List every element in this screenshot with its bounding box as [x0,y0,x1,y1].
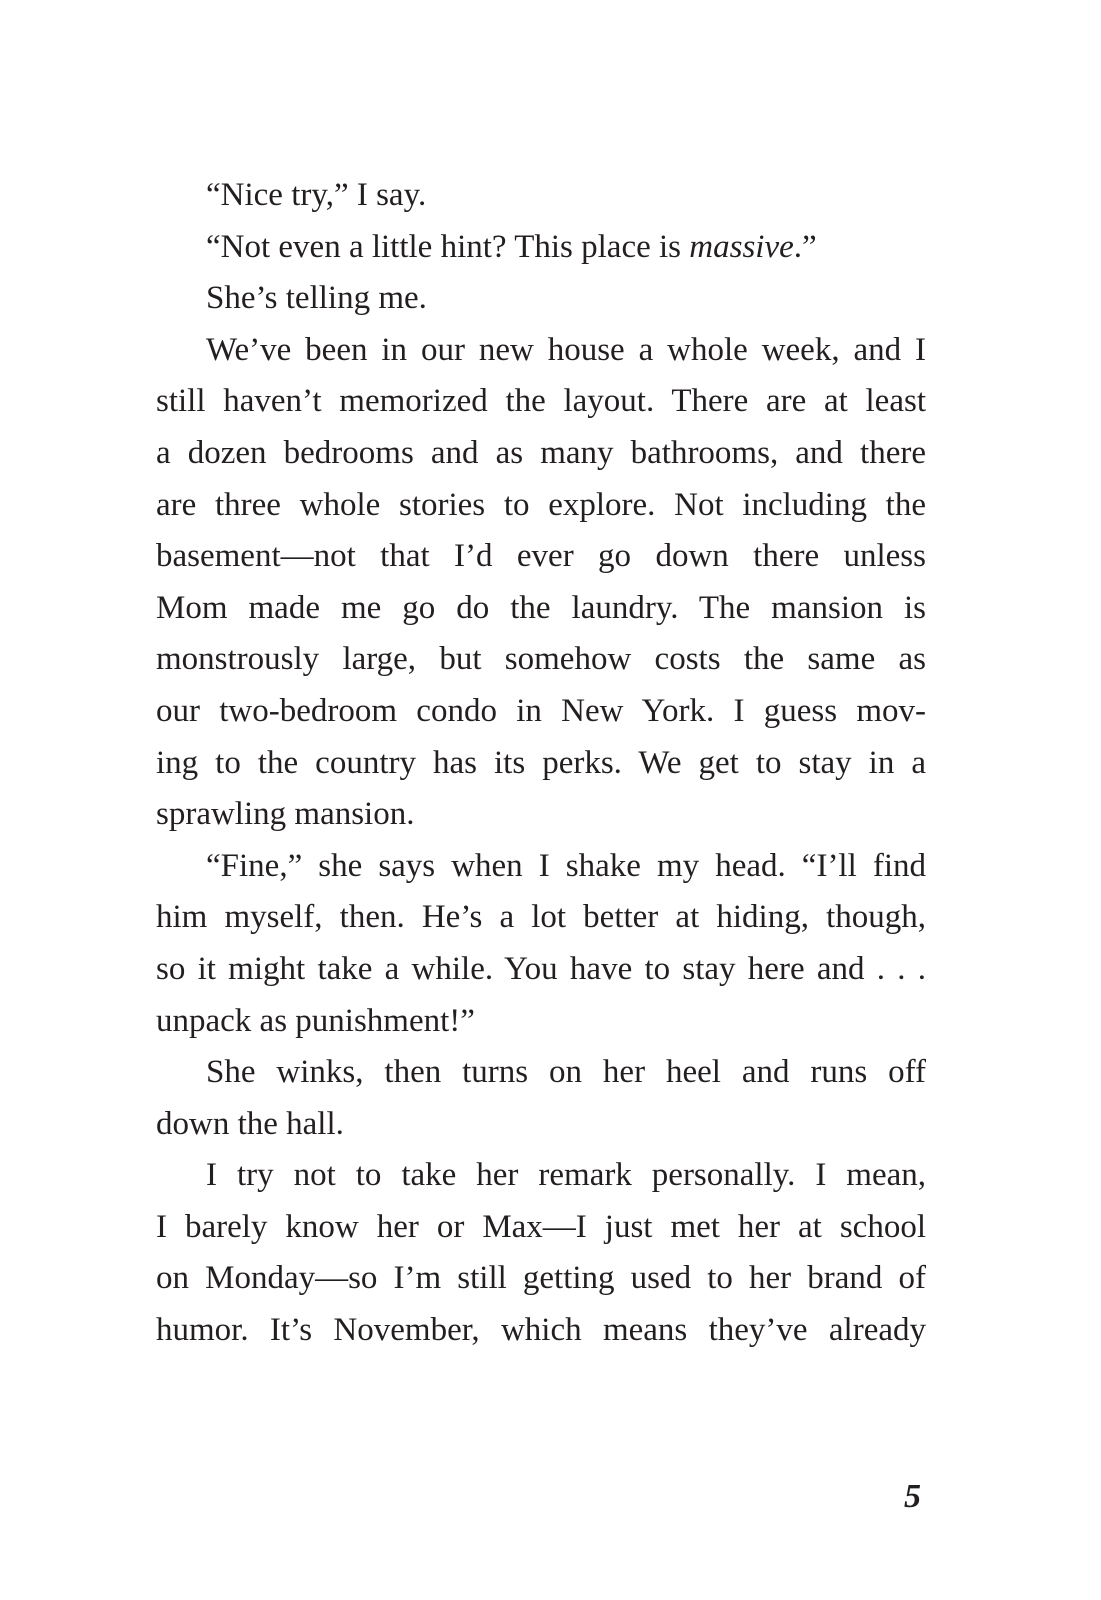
paragraph-7 [156,1150,926,1356]
text-line: ing to the country has its perks. We get to stay in a [156,744,926,781]
text-line: She’s telling me. [206,280,427,317]
text-segment: “Not even a little hint? This place is [206,228,690,265]
text-line: We’ve been in our new house a whole week, and I [206,331,926,368]
text-line: “Nice try,” I say. [206,177,427,213]
paragraph-1 [156,170,926,222]
text-line: She winks, then turns on her heel and runs off [206,1054,926,1091]
text-line [156,222,926,274]
text-segment: .” [793,228,817,265]
text-line: still haven’t memorized the layout. There are at least [156,383,926,420]
text-line: him myself, then. He’s a lot better at hiding, though, [156,899,926,936]
paragraph-6 [156,1047,926,1150]
paragraph-3 [156,273,926,325]
text-line: a dozen bedrooms and as many bathrooms, and there [156,434,926,471]
text-line: unpack as punishment!” [156,1002,475,1039]
text-line: Mom made me go do the laundry. The mansion is [156,589,926,626]
text-line: basement—not that I’d ever go down there unless [156,538,926,575]
text-line: down the hall. [156,1105,344,1142]
paragraph-5 [156,841,926,1047]
text-line: are three whole stories to explore. Not including the [156,486,926,523]
text-line: sprawling mansion. [156,796,415,833]
text-line: on Monday—so I’m still getting used to her brand of [156,1260,926,1297]
paragraph-2 [156,222,926,274]
paragraph-4 [156,325,926,841]
text-line: our two-bedroom condo in New York. I guess mov- [156,692,926,729]
text-line: so it might take a while. You have to stay here and . . . [156,950,926,987]
text-line: monstrously large, but somehow costs the same as [156,641,926,678]
italic-emphasis: massive [689,228,794,265]
text-line: I barely know her or Max—I just met her at school [156,1208,926,1245]
text-line: “Fine,” she says when I shake my head. “I’ll find [206,847,926,884]
text-line: I try not to take her remark personally. I mean, [206,1157,926,1194]
page-number: 5 [904,1478,921,1515]
text-line: humor. It’s November, which means they’ve already [156,1312,926,1349]
page-body [156,170,926,1357]
